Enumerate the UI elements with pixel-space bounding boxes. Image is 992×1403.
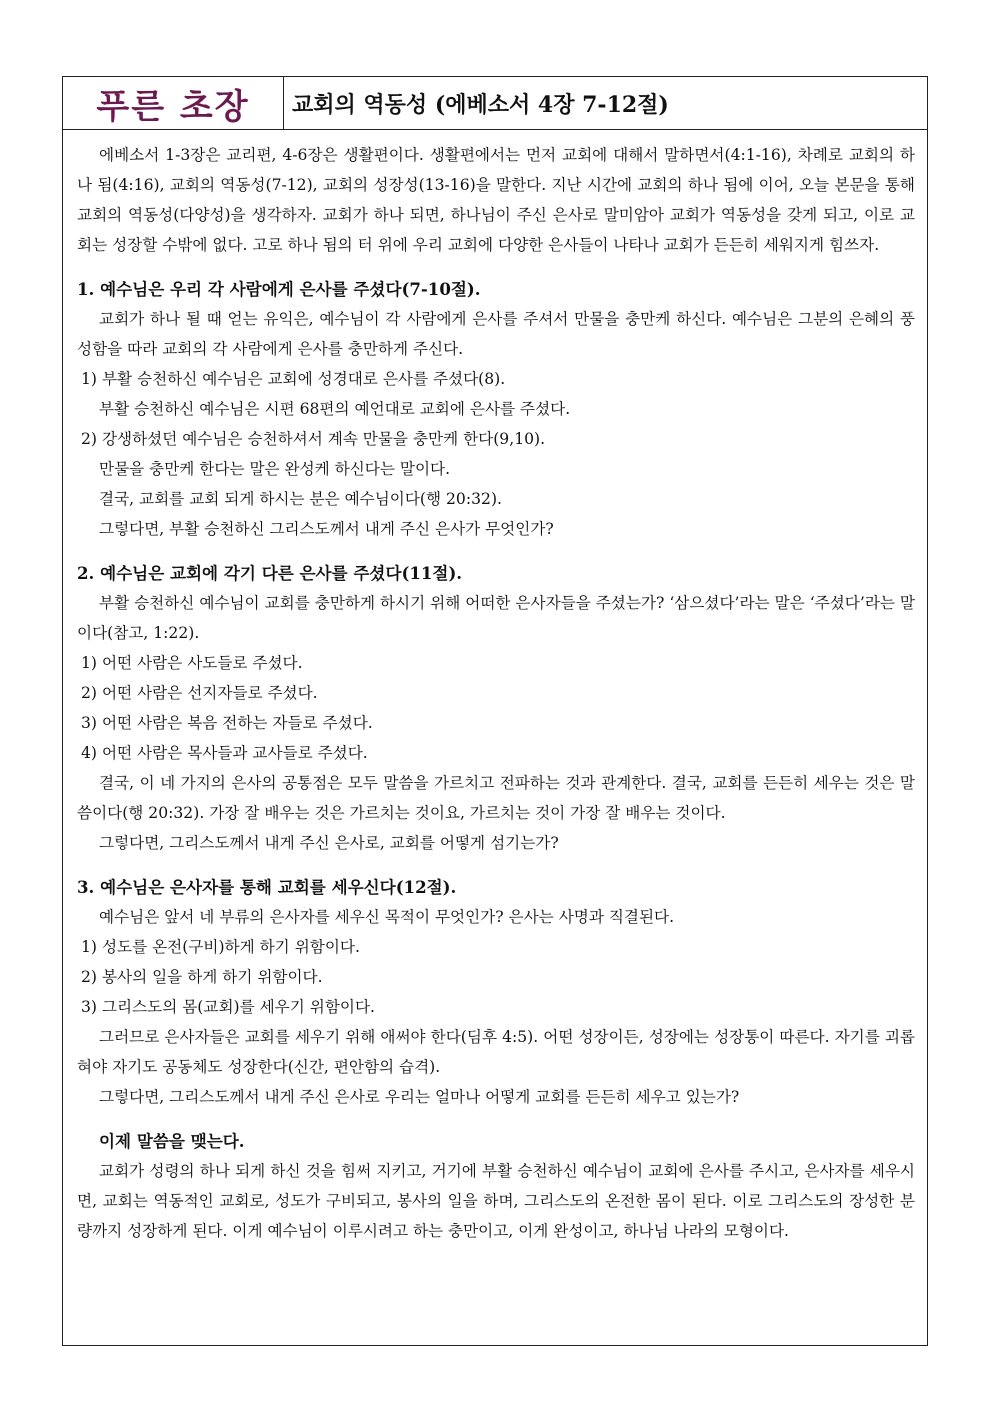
section-3-item-1: 1) 성도를 온전(구비)하게 하기 위함이다. (81, 938, 360, 956)
brand-title: 푸른 초장 (63, 77, 284, 129)
section-1-item-1: 1) 부활 승천하신 예수님은 교회에 성경대로 은사를 주셨다(8). (81, 370, 506, 388)
section-3-question: 그렇다면, 그리스도께서 내게 주신 은사로 우리는 얼마나 어떻게 교회를 든든히 세우고 있는가? (99, 1088, 740, 1106)
section-3-conclusion: 그러므로 은사자들은 교회를 세우기 위해 애써야 한다(딤후 4:5). 어떤 성장이든, 성장에는 성장통이 따른다. 자기를 괴롭혀야 자기도 공동체도 성장한다(신간, 편안함의 습격). (77, 1028, 915, 1076)
section-2-paragraph: 부활 승천하신 예수님이 교회를 충만하게 하시기 위해 어떠한 은사자들을 주셨는가? ‘삼으셨다’라는 말은 ‘주셨다’라는 말이다(참고, 1:22). (77, 594, 915, 642)
sermon-title: 교회의 역동성 (에베소서 4장 7-12절) (292, 91, 669, 118)
section-3-item-3: 3) 그리스도의 몸(교회)를 세우기 위함이다. (81, 998, 375, 1016)
document-frame (62, 76, 928, 1346)
section-3-paragraph: 예수님은 앞서 네 부류의 은사자를 세우신 목적이 무엇인가? 은사는 사명과 직결된다. (99, 908, 675, 926)
header (63, 77, 927, 130)
section-2-item-4: 4) 어떤 사람은 목사들과 교사들로 주셨다. (81, 744, 368, 762)
intro-paragraph: 에베소서 1-3장은 교리편, 4-6장은 생활편이다. 생활편에서는 먼저 교회에 대해서 말하면서(4:1-16), 차례로 교회의 하나 됨(4:16), 교회의 역동성(7-12), 교회의 성장성(13-16)을 말한다. 지난 시간에 교회의 하나 됨에 이어, 오늘 본문을 통해 교회의 역동성(다양성)을 생각하자. 교회가 하나 되면, 하나님이 주신 은사로 말미암아 교회가 역동성을 갖게 되고, 이로 교회는 성장할 수밖에 없다. 고로 하나 됨의 터 위에 우리 교회에 다양한 은사들이 나타나 교회가 든든히 세워지게 힘쓰자. (77, 146, 915, 254)
section-1-question: 그렇다면, 부활 승천하신 그리스도께서 내게 주신 은사가 무엇인가? (99, 520, 554, 538)
sermon-body (63, 130, 927, 1246)
closing-paragraph: 교회가 성령의 하나 되게 하신 것을 힘써 지키고, 거기에 부활 승천하신 예수님이 교회에 은사를 주시고, 은사자를 세우시면, 교회는 역동적인 교회로, 성도가 구비되고, 봉사의 일을 하며, 그리스도의 온전한 몸이 된다. 이로 그리스도의 장성한 분량까지 성장하게 된다. 이게 예수님이 이루시려고 하는 충만이고, 이게 완성이고, 하나님 나라의 모형이다. (77, 1162, 915, 1240)
section-2-item-1: 1) 어떤 사람은 사도들로 주셨다. (81, 654, 303, 672)
section-1-paragraph: 교회가 하나 될 때 얻는 유익은, 예수님이 각 사람에게 은사를 주셔서 만물을 충만케 하신다. 예수님은 그분의 은혜의 풍성함을 따라 교회의 각 사람에게 은사를 충만하게 주신다. (77, 310, 915, 358)
section-1-item-1-detail: 부활 승천하신 예수님은 시편 68편의 예언대로 교회에 은사를 주셨다. (99, 400, 571, 418)
section-2-heading: 2. 예수님은 교회에 각기 다른 은사를 주셨다(11절). (77, 563, 463, 583)
section-2-item-2: 2) 어떤 사람은 선지자들로 주셨다. (81, 684, 318, 702)
section-1-item-2-detail: 만물을 충만케 한다는 말은 완성케 하신다는 말이다. (99, 460, 451, 478)
section-1-conclusion: 결국, 교회를 교회 되게 하시는 분은 예수님이다(행 20:32). (99, 490, 502, 508)
closing-heading: 이제 말씀을 맺는다. (99, 1131, 245, 1151)
section-2-question: 그렇다면, 그리스도께서 내게 주신 은사로, 교회를 어떻게 섬기는가? (99, 834, 559, 852)
section-2-item-3: 3) 어떤 사람은 복음 전하는 자들로 주셨다. (81, 714, 373, 732)
section-3-heading: 3. 예수님은 은사자를 통해 교회를 세우신다(12절). (77, 877, 457, 897)
section-2-conclusion: 결국, 이 네 가지의 은사의 공통점은 모두 말씀을 가르치고 전파하는 것과 관계한다. 결국, 교회를 든든히 세우는 것은 말씀이다(행 20:32). 가장 잘 배우는 것은 가르치는 것이요, 가르치는 것이 가장 잘 배우는 것이다. (77, 774, 915, 822)
section-3-item-2: 2) 봉사의 일을 하게 하기 위함이다. (81, 968, 323, 986)
section-1-heading: 1. 예수님은 우리 각 사람에게 은사를 주셨다(7-10절). (77, 279, 481, 299)
section-1-item-2: 2) 강생하셨던 예수님은 승천하셔서 계속 만물을 충만케 한다(9,10). (81, 430, 546, 448)
